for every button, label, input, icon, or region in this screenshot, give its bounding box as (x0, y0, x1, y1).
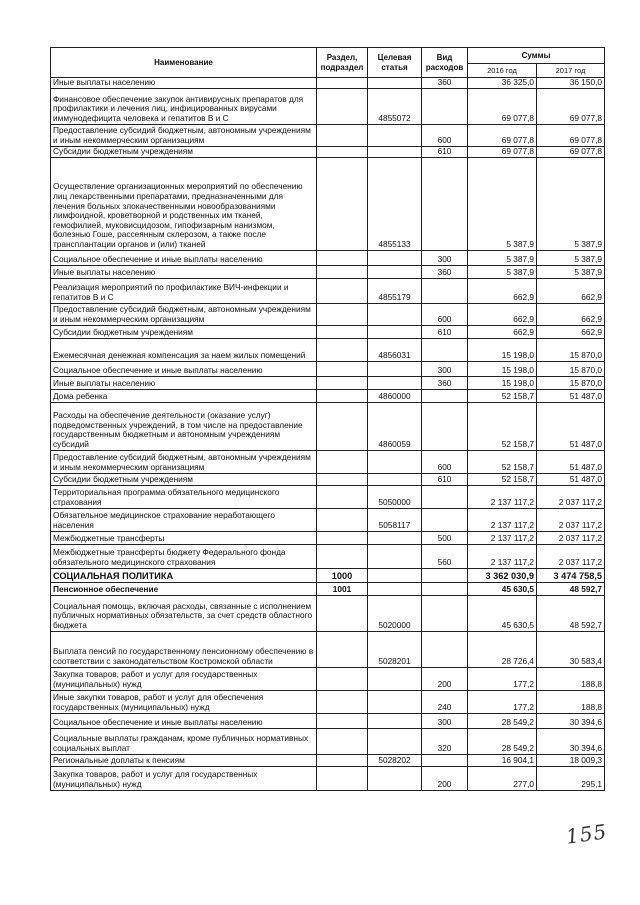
row-value-2016: 15 198,0 (468, 376, 537, 389)
row-section (317, 325, 368, 338)
row-value-2016: 5 387,9 (468, 250, 537, 265)
row-kind (422, 402, 468, 450)
row-name: Выплата пенсий по государственному пенсионному обеспечению в соответствии с законодательством Костромской области (51, 631, 317, 667)
row-name: Финансовое обеспечение закупок антивирусных препаратов для профилактики и лечения лиц, инфицированных вирусами иммунодефицита человека и гепатитов В и С (51, 88, 317, 124)
row-name: Межбюджетные трансферты бюджету Федерального фонда обязательного медицинского страхования (51, 544, 317, 568)
row-kind: 200 (422, 766, 468, 790)
page-number: 155 (564, 819, 609, 849)
row-kind (422, 389, 468, 402)
table-row (51, 146, 605, 157)
row-target: 4855179 (368, 278, 422, 303)
row-kind: 300 (422, 361, 468, 376)
row-kind (422, 88, 468, 124)
row-kind: 610 (422, 325, 468, 338)
row-value-2017: 51 487,0 (537, 389, 605, 402)
table-row (51, 582, 605, 595)
row-section: 1000 (317, 568, 368, 582)
row-value-2016: 52 158,7 (468, 402, 537, 450)
table-row (51, 325, 605, 338)
table-row (51, 389, 605, 402)
row-target (368, 766, 422, 790)
row-value-2016: 2 137 117,2 (468, 544, 537, 568)
table-row (51, 278, 605, 303)
row-kind (422, 338, 468, 361)
row-name: Социальное обеспечение и иные выплаты населению (51, 361, 317, 376)
row-section (317, 485, 368, 508)
row-section (317, 713, 368, 728)
row-kind: 600 (422, 303, 468, 325)
budget-table (50, 47, 605, 791)
row-value-2016: 5 387,9 (468, 265, 537, 278)
row-value-2017: 662,9 (537, 325, 605, 338)
row-section (317, 78, 368, 89)
row-section (317, 278, 368, 303)
row-value-2017: 69 077,8 (537, 124, 605, 146)
row-target (368, 361, 422, 376)
row-name: Закупка товаров, работ и услуг для государственных (муниципальных) нужд (51, 766, 317, 790)
row-kind (422, 508, 468, 531)
row-name: Территориальная программа обязательного медицинского страхования (51, 485, 317, 508)
row-kind: 360 (422, 265, 468, 278)
row-kind: 600 (422, 124, 468, 146)
row-section (317, 88, 368, 124)
row-target: 4855133 (368, 157, 422, 250)
row-section (317, 450, 368, 473)
row-target: 4855072 (368, 88, 422, 124)
row-target (368, 568, 422, 582)
table-row (51, 376, 605, 389)
table-row (51, 713, 605, 728)
row-target (368, 265, 422, 278)
row-value-2017: 30 583,4 (537, 631, 605, 667)
row-name: Расходы на обеспечение деятельности (оказание услуг) подведомственных учреждений, в том числе на предоставление государственным бюджетным и автономным учреждениям субсидий (51, 402, 317, 450)
row-value-2016: 2 137 117,2 (468, 531, 537, 544)
table-row (51, 250, 605, 265)
row-target: 5028201 (368, 631, 422, 667)
row-name: Межбюджетные трансферты (51, 531, 317, 544)
row-name: Предоставление субсидий бюджетным, автономным учреждениям и иным некоммерческим организациям (51, 303, 317, 325)
row-target (368, 78, 422, 89)
row-kind (422, 595, 468, 631)
row-section (317, 754, 368, 766)
table-row (51, 485, 605, 508)
row-name: Предоставление субсидий бюджетным, автономным учреждениям и иным некоммерческим организациям (51, 124, 317, 146)
row-value-2016: 5 387,9 (468, 157, 537, 250)
row-target (368, 690, 422, 713)
row-section (317, 766, 368, 790)
row-kind: 560 (422, 544, 468, 568)
row-section (317, 595, 368, 631)
table-row (51, 690, 605, 713)
row-section (317, 265, 368, 278)
row-value-2016: 69 077,8 (468, 88, 537, 124)
row-value-2016: 662,9 (468, 303, 537, 325)
row-target (368, 124, 422, 146)
row-target (368, 146, 422, 157)
row-target (368, 728, 422, 754)
row-value-2017: 295,1 (537, 766, 605, 790)
row-value-2016: 45 630,5 (468, 595, 537, 631)
table-row (51, 473, 605, 485)
row-value-2017: 30 394,6 (537, 713, 605, 728)
row-target (368, 376, 422, 389)
row-value-2017: 662,9 (537, 303, 605, 325)
row-name: Социальная помощь, включая расходы, связанные с исполнением публичных нормативных обязательств, за счет средств областного бюджета (51, 595, 317, 631)
row-value-2017: 69 077,8 (537, 88, 605, 124)
row-target (368, 250, 422, 265)
row-value-2017: 48 592,7 (537, 582, 605, 595)
table-row (51, 568, 605, 582)
table-row (51, 402, 605, 450)
row-target: 5020000 (368, 595, 422, 631)
row-target (368, 473, 422, 485)
row-section (317, 338, 368, 361)
row-value-2017: 48 592,7 (537, 595, 605, 631)
row-target (368, 713, 422, 728)
row-value-2016: 52 158,7 (468, 473, 537, 485)
row-value-2016: 662,9 (468, 278, 537, 303)
row-kind (422, 568, 468, 582)
row-value-2016: 28 549,2 (468, 728, 537, 754)
row-value-2017: 15 870,0 (537, 361, 605, 376)
row-name: Субсидии бюджетным учреждениям (51, 325, 317, 338)
row-section (317, 146, 368, 157)
row-value-2017: 15 870,0 (537, 376, 605, 389)
row-value-2017: 2 037 117,2 (537, 544, 605, 568)
row-section (317, 124, 368, 146)
row-target (368, 582, 422, 595)
row-value-2016: 15 198,0 (468, 361, 537, 376)
row-value-2016: 2 137 117,2 (468, 508, 537, 531)
row-name: Иные выплаты населению (51, 78, 317, 89)
row-value-2017: 18 009,3 (537, 754, 605, 766)
row-name: СОЦИАЛЬНАЯ ПОЛИТИКА (51, 568, 317, 582)
row-section (317, 531, 368, 544)
header-year-2016: 2016 год (468, 64, 537, 78)
row-name: Пенсионное обеспечение (51, 582, 317, 595)
row-section (317, 157, 368, 250)
row-value-2017: 2 037 117,2 (537, 508, 605, 531)
row-value-2017: 5 387,9 (537, 265, 605, 278)
row-name: Дома ребенка (51, 389, 317, 402)
row-value-2016: 52 158,7 (468, 389, 537, 402)
table-body (51, 78, 605, 791)
row-value-2016: 45 630,5 (468, 582, 537, 595)
row-value-2016: 69 077,8 (468, 146, 537, 157)
row-value-2016: 177,2 (468, 667, 537, 690)
table-row (51, 631, 605, 667)
row-target (368, 531, 422, 544)
table-row (51, 361, 605, 376)
row-section (317, 250, 368, 265)
row-name: Обязательное медицинское страхование неработающего населения (51, 508, 317, 531)
row-section (317, 376, 368, 389)
row-value-2016: 3 362 030,9 (468, 568, 537, 582)
table-row (51, 450, 605, 473)
row-value-2016: 15 198,0 (468, 338, 537, 361)
header-target: Целевая статья (368, 48, 422, 78)
table-row (51, 595, 605, 631)
header-name: Наименование (51, 48, 317, 78)
row-value-2017: 51 487,0 (537, 450, 605, 473)
row-value-2017: 15 870,0 (537, 338, 605, 361)
table-row (51, 303, 605, 325)
row-kind: 240 (422, 690, 468, 713)
row-section (317, 303, 368, 325)
row-section: 1001 (317, 582, 368, 595)
row-name: Региональные доплаты к пенсиям (51, 754, 317, 766)
row-name: Иные выплаты населению (51, 376, 317, 389)
table-row (51, 508, 605, 531)
row-name: Социальные выплаты гражданам, кроме публичных нормативных социальных выплат (51, 728, 317, 754)
row-kind (422, 631, 468, 667)
row-section (317, 473, 368, 485)
row-value-2016: 36 325,0 (468, 78, 537, 89)
row-value-2016: 69 077,8 (468, 124, 537, 146)
header-sums: Суммы (468, 48, 605, 64)
row-kind: 200 (422, 667, 468, 690)
row-value-2017: 30 394,6 (537, 728, 605, 754)
table-row (51, 531, 605, 544)
row-value-2016: 277,0 (468, 766, 537, 790)
row-section (317, 402, 368, 450)
row-kind: 600 (422, 450, 468, 473)
row-value-2016: 28 726,4 (468, 631, 537, 667)
row-kind: 360 (422, 376, 468, 389)
table-row (51, 88, 605, 124)
row-kind: 320 (422, 728, 468, 754)
row-name: Реализация мероприятий по профилактике ВИЧ-инфекции и гепатитов В и С (51, 278, 317, 303)
table-row (51, 766, 605, 790)
row-name: Ежемесячная денежная компенсация за наем жилых помещений (51, 338, 317, 361)
row-kind (422, 754, 468, 766)
row-section (317, 544, 368, 568)
row-value-2016: 52 158,7 (468, 450, 537, 473)
row-name: Субсидии бюджетным учреждениям (51, 473, 317, 485)
row-value-2017: 51 487,0 (537, 402, 605, 450)
row-target: 5050000 (368, 485, 422, 508)
row-value-2017: 69 077,8 (537, 146, 605, 157)
row-kind: 610 (422, 146, 468, 157)
row-kind: 500 (422, 531, 468, 544)
row-kind: 300 (422, 713, 468, 728)
table-row (51, 265, 605, 278)
row-section (317, 690, 368, 713)
row-section (317, 389, 368, 402)
row-value-2017: 51 487,0 (537, 473, 605, 485)
row-value-2017: 188,8 (537, 690, 605, 713)
row-target (368, 450, 422, 473)
row-target (368, 325, 422, 338)
row-name: Социальное обеспечение и иные выплаты населению (51, 250, 317, 265)
row-section (317, 631, 368, 667)
row-target (368, 544, 422, 568)
row-value-2017: 5 387,9 (537, 250, 605, 265)
row-value-2017: 188,8 (537, 667, 605, 690)
row-value-2017: 2 037 117,2 (537, 485, 605, 508)
row-kind (422, 157, 468, 250)
row-name: Субсидии бюджетным учреждениям (51, 146, 317, 157)
table-row (51, 754, 605, 766)
row-name: Иные выплаты населению (51, 265, 317, 278)
row-kind (422, 278, 468, 303)
table-row (51, 338, 605, 361)
table-row (51, 78, 605, 89)
header-section: Раздел, подраздел (317, 48, 368, 78)
row-value-2017: 5 387,9 (537, 157, 605, 250)
row-value-2017: 2 037 117,2 (537, 531, 605, 544)
row-name: Социальное обеспечение и иные выплаты населению (51, 713, 317, 728)
table-row (51, 728, 605, 754)
row-name: Закупка товаров, работ и услуг для государственных (муниципальных) нужд (51, 667, 317, 690)
table-row (51, 667, 605, 690)
row-kind (422, 485, 468, 508)
row-kind: 300 (422, 250, 468, 265)
table-row (51, 124, 605, 146)
table-row (51, 157, 605, 250)
row-section (317, 361, 368, 376)
row-value-2016: 28 549,2 (468, 713, 537, 728)
row-value-2017: 36 150,0 (537, 78, 605, 89)
row-target: 4860000 (368, 389, 422, 402)
row-target: 4860059 (368, 402, 422, 450)
row-kind: 610 (422, 473, 468, 485)
table-row (51, 544, 605, 568)
header-year-2017: 2017 год (537, 64, 605, 78)
row-name: Иные закупки товаров, работ и услуг для обеспечения государственных (муниципальных) нужд (51, 690, 317, 713)
row-target (368, 303, 422, 325)
row-value-2016: 177,2 (468, 690, 537, 713)
row-value-2016: 662,9 (468, 325, 537, 338)
row-target: 5058117 (368, 508, 422, 531)
row-target (368, 667, 422, 690)
row-kind: 360 (422, 78, 468, 89)
row-section (317, 508, 368, 531)
row-section (317, 667, 368, 690)
row-value-2017: 662,9 (537, 278, 605, 303)
row-value-2016: 2 137 117,2 (468, 485, 537, 508)
row-target: 5028202 (368, 754, 422, 766)
row-section (317, 728, 368, 754)
header-kind: Вид расходов (422, 48, 468, 78)
row-value-2017: 3 474 758,5 (537, 568, 605, 582)
row-kind (422, 582, 468, 595)
row-name: Осуществление организационных мероприятий по обеспечению лиц лекарственными препаратами, предназначенными для лечения больных злокачественными новообразованиями лимфоидной, кроветворной и родственных им тканей, гемофилией, муковисцидозом, гипофизарным нанизмом, болезнью Гоше, рассеянным склерозом, а также после трансплантации органов и (или) тканей (51, 157, 317, 250)
row-value-2016: 16 904,1 (468, 754, 537, 766)
row-target: 4856031 (368, 338, 422, 361)
row-name: Предоставление субсидий бюджетным, автономным учреждениям и иным некоммерческим организациям (51, 450, 317, 473)
